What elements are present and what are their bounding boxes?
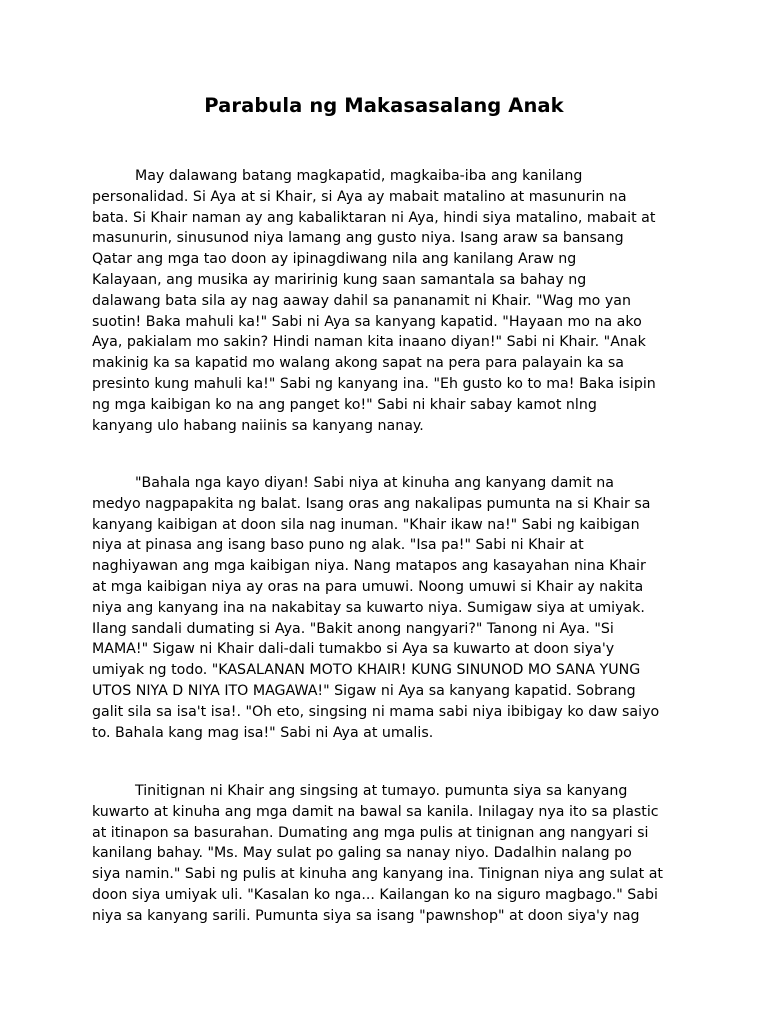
text-line: "Bahala nga kayo diyan! Sabi niya at kinuha ang kanyang damit na (135, 475, 614, 491)
text-line: medyo nagpapakita ng balat. Isang oras ang nakalipas pumunta na si Khair sa (92, 495, 651, 512)
text-line: Kalayaan, ang musika ay maririnig kung saan samantala sa bahay ng (92, 271, 587, 288)
text-line: suotin! Baka mahuli ka!" Sabi ni Aya sa kanyang kapatid. "Hayaan mo na ako (92, 313, 642, 330)
document-title: Parabula ng Makasasalang Anak (204, 94, 564, 117)
text-line: siya namin." Sabi ng pulis at kinuha ang kanyang ina. Tinignan niya ang sulat at (92, 866, 663, 883)
text-line: umiyak ng todo. "KASALANAN MOTO KHAIR! KUNG SINUNOD MO SANA YUNG (92, 662, 641, 679)
text-line: Qatar ang mga tao doon ay ipinagdiwang nila ang kanilang Araw ng (92, 251, 577, 268)
text-line: doon siya umiyak uli. "Kasalan ko nga... Kailangan ko na siguro magbago." Sabi (92, 886, 658, 903)
text-line: Ilang sandali dumating si Aya. "Bakit anong nangyari?" Tanong ni Aya. "Si (92, 620, 614, 637)
text-line: kanyang kaibigan at doon sila nag inuman. "Khair ikaw na!" Sabi ng kaibigan (92, 516, 640, 533)
text-line: ng mga kaibigan ko na ang panget ko!" Sabi ni khair sabay kamot nlng (92, 396, 597, 413)
text-line: at itinapon sa basurahan. Dumating ang mga pulis at tinignan ang nangyari si (92, 824, 649, 841)
text-line: niya at pinasa ang isang baso puno ng alak. "Isa pa!" Sabi ni Khair at (92, 537, 584, 554)
text-line: niya sa kanyang sarili. Pumunta siya sa isang "pawnshop" at doon siya'y nag (92, 907, 640, 924)
paragraph-1 (92, 166, 692, 436)
text-line: masunurin, sinusunod niya lamang ang gusto niya. Isang araw sa bansang (92, 230, 624, 247)
text-line: makinig ka sa kapatid mo walang akong sapat na pera para palayain ka sa (92, 355, 624, 372)
text-line: galit sila sa isa't isa!. "Oh eto, singsing ni mama sabi niya ibibigay ko daw saiyo (92, 703, 660, 720)
text-line: presinto kung mahuli ka!" Sabi ng kanyang ina. "Eh gusto ko to ma! Baka isipin (92, 375, 656, 392)
text-line: bata. Si Khair naman ay ang kabaliktaran ni Aya, hindi siya matalino, mabait at (92, 209, 656, 226)
text-line: Tinitignan ni Khair ang singsing at tumayo. pumunta siya sa kanyang (135, 783, 628, 799)
text-line: May dalawang batang magkapatid, magkaiba-iba ang kanilang (135, 168, 583, 184)
text-line: dalawang bata sila ay nag aaway dahil sa pananamit ni Khair. "Wag mo yan (92, 292, 631, 309)
text-line: kuwarto at kinuha ang mga damit na bawal sa kanila. Inilagay nya ito sa plastic (92, 803, 659, 820)
paragraph-3 (92, 781, 692, 927)
text-line: personalidad. Si Aya at si Khair, si Aya ay mabait matalino at masunurin na (92, 188, 627, 205)
text-line: Aya, pakialam mo sakin? Hindi naman kita inaano diyan!" Sabi ni Khair. "Anak (92, 334, 646, 351)
text-line: MAMA!" Sigaw ni Khair dali-dali tumakbo si Aya sa kuwarto at doon siya'y (92, 641, 615, 658)
text-line: naghiyawan ang mga kaibigan niya. Nang matapos ang kasayahan nina Khair (92, 558, 646, 575)
text-line: niya ang kanyang ina na nakabitay sa kuwarto niya. Sumigaw siya at umiyak. (92, 599, 645, 616)
text-line: kanyang ulo habang naiinis sa kanyang nanay. (92, 417, 424, 434)
paragraph-2 (92, 473, 692, 743)
text-line: UTOS NIYA D NIYA ITO MAGAWA!" Sigaw ni Aya sa kanyang kapatid. Sobrang (92, 682, 636, 699)
text-line: to. Bahala kang mag isa!" Sabi ni Aya at umalis. (92, 724, 434, 741)
text-line: at mga kaibigan niya ay oras na para umuwi. Noong umuwi si Khair ay nakita (92, 578, 644, 595)
text-line: kanilang bahay. "Ms. May sulat po galing sa nanay niyo. Dadalhin nalang po (92, 845, 632, 862)
